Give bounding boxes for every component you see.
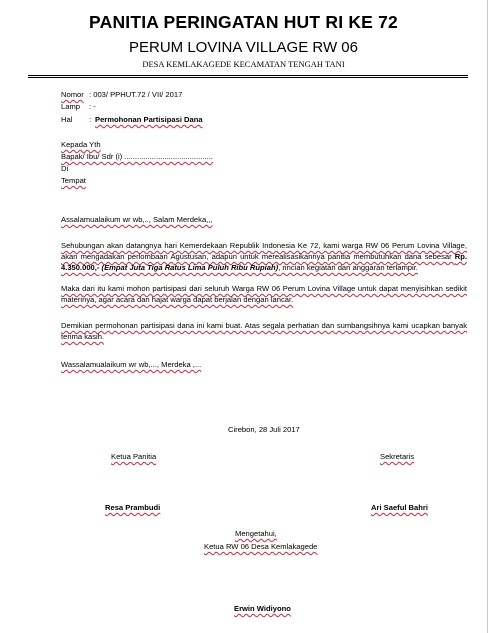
letter-subtitle: PERUM LOVINA VILLAGE RW 06 <box>129 39 358 56</box>
paragraph-1-amount: Rp. 4.350.000,- <box>61 252 467 272</box>
approval-role: Ketua RW 06 Desa Kemlakagede <box>204 542 318 551</box>
right-signer-name: Ari Saeful Bahri <box>371 503 428 512</box>
nomor-label: Nomor <box>61 90 84 99</box>
paragraph-2: Maka dari itu kami mohon partisipasi dari seluruh Warga RW 06 Perum Lovina Village untuk dapat menyisihkan sedikit materinya, agar acara dan hajat warga dapat berjalan dengan lancar. <box>61 284 467 304</box>
place-date: Cirebon, 28 Juli 2017 <box>228 425 300 434</box>
paragraph-1-text-a: Sehubungan akan datangnya hari Kemerdekaan Republik Indonesia Ke 72, kami warga RW 06 Perum Lovina Village, akan mengadakan perlombaan Agustusan, adapun untuk merealisasikannya panitia membutuhkan dana sebesar <box>61 241 467 261</box>
hal-colon: : <box>89 115 92 124</box>
recipient-line-1: Kepada Yth <box>61 140 101 149</box>
header-rule-thin <box>28 75 468 76</box>
left-signer-role: Ketua Panitia <box>111 452 157 461</box>
hal-value: Permohonan Partisipasi Dana <box>95 115 203 124</box>
left-signer-name: Resa Prambudi <box>105 503 161 512</box>
approval-label: Mengetahui, <box>235 529 277 538</box>
header-rule-thick <box>28 77 468 78</box>
recipient-line-3: Di <box>61 164 69 173</box>
letter-title: PANITIA PERINGATAN HUT RI KE 72 <box>89 12 398 32</box>
right-signer-role: Sekretaris <box>380 452 415 461</box>
greeting: Assalamualaikum wr wb,.., Salam Merdeka,,, <box>61 215 213 224</box>
recipient-line-2: Bapak/ Ibu/ Sdr (i) .......................................... <box>61 152 213 161</box>
lamp-value: : - <box>89 102 96 111</box>
nomor-value: : 003/ PPHUT.72 / VII/ 2017 <box>89 90 183 99</box>
closing: Wassalamualaikum wr wb,..., Merdeka ,... <box>61 360 202 369</box>
recipient-line-4: Tempat <box>61 176 86 185</box>
paragraph-3: Demikian permohonan partisipasi dana ini kami buat. Atas segala perhatian dan sumbangsihnya kami ucapkan banyak terima kasih. <box>61 321 467 341</box>
paragraph-1 <box>61 240 467 273</box>
paragraph-1-amount-words: (Empat Juta Tiga Ratus Lima Puluh Ribu Rupiah) <box>101 263 279 272</box>
approval-name: Erwin Widiyono <box>234 604 291 613</box>
letter-address: DESA KEMLAKAGEDE KECAMATAN TENGAH TANI <box>142 59 345 69</box>
paragraph-1-text-b: , rincian kegiatan dan anggaran terlampir. <box>278 263 418 272</box>
lamp-label: Lamp <box>61 102 80 111</box>
hal-label: Hal <box>61 115 73 124</box>
